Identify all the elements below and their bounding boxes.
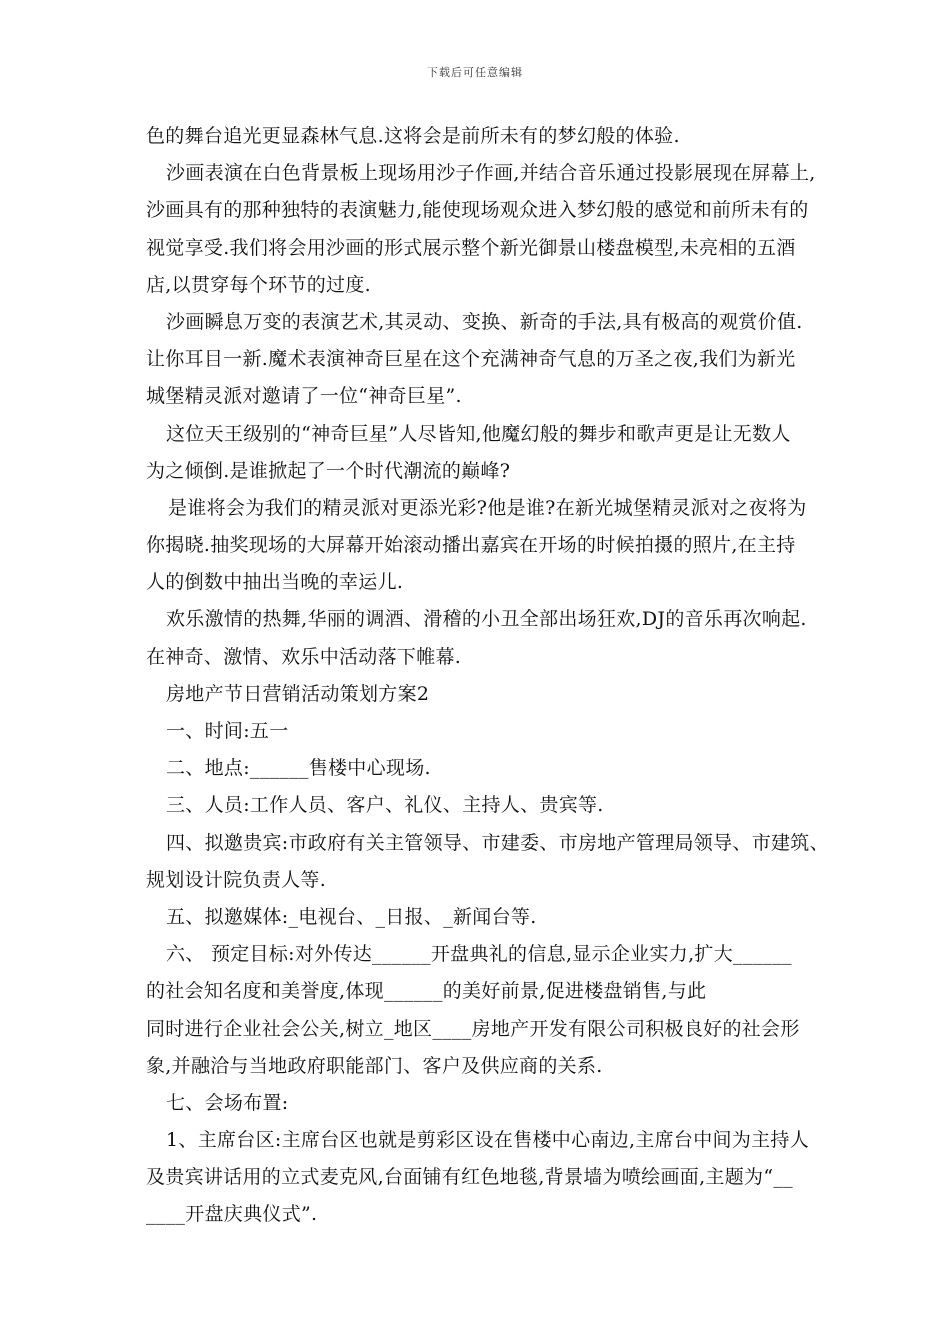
text-line: 沙画表演在白色背景板上现场用沙子作画,并结合音乐通过投影展现在屏幕上, <box>166 162 816 185</box>
text-line: 欢乐激情的热舞,华丽的调酒、滑稽的小丑全部出场狂欢,DJ的音乐再次响起. <box>166 608 807 631</box>
text-line: 视觉享受.我们将会用沙画的形式展示整个新光御景山楼盘模型,未亮相的五酒 <box>146 236 796 259</box>
text-line: 你揭晓.抽奖现场的大屏幕开始滚动播出嘉宾在开场的时候拍摄的照片,在主持 <box>146 534 796 557</box>
text-line: 沙画具有的那种独特的表演魅力,能使现场观众进入梦幻般的感觉和前所未有的 <box>146 199 809 222</box>
text-line: ____开盘庆典仪式”. <box>146 1203 318 1226</box>
text-line: 的社会知名度和美誉度,体现______的美好前景,促进楼盘销售,与此 <box>146 980 707 1003</box>
text-line: 是谁将会为我们的精灵派对更添光彩?他是谁?在新光城堡精灵派对之夜将为 <box>168 496 807 519</box>
text-line: 三、人员:工作人员、客户、礼仪、主持人、贵宾等. <box>166 794 604 817</box>
text-line: 沙画瞬息万变的表演艺术,其灵动、变换、新奇的手法,具有极高的观赏价值. <box>166 310 803 333</box>
text-line: 六、 预定目标:对外传达______开盘典礼的信息,显示企业实力,扩大______ <box>166 943 792 966</box>
text-line: 人的倒数中抽出当晚的幸运儿. <box>146 571 404 594</box>
section-title: 房地产节日营销活动策划方案2 <box>166 682 430 705</box>
text-line: 一、时间:五一 <box>166 720 289 742</box>
text-line: 五、拟邀媒体:_电视台、_日报、_新闻台等. <box>166 905 537 928</box>
text-line: 象,并融洽与当地政府职能部门、客户及供应商的关系. <box>146 1054 603 1077</box>
text-line: 七、会场布置: <box>166 1091 289 1114</box>
text-line: 城堡精灵派对邀请了一位“神奇巨星”. <box>146 385 462 408</box>
text-line: 让你耳目一新.魔术表演神奇巨星在这个充满神奇气息的万圣之夜,我们为新光 <box>146 348 796 371</box>
document-body <box>146 118 829 1234</box>
text-line: 为之倾倒.是谁掀起了一个时代潮流的巅峰? <box>146 459 511 482</box>
text-line: 及贵宾讲话用的立式麦克风,台面铺有红色地毯,背景墙为喷绘画面,主题为“__ <box>146 1166 793 1189</box>
text-line: 四、拟邀贵宾:市政府有关主管领导、市建委、市房地产管理局领导、市建筑、 <box>166 831 829 854</box>
page-header: 下载后可任意编辑 <box>427 66 523 79</box>
text-line: 二、地点:______售楼中心现场. <box>166 757 431 780</box>
text-line: 色的舞台追光更显森林气息.这将会是前所未有的梦幻般的体验. <box>146 125 680 147</box>
text-line: 店,以贯穿每个环节的过度. <box>146 273 371 296</box>
text-line: 这位天王级别的“神奇巨星”人尽皆知,他魔幻般的舞步和歌声更是让无数人 <box>166 422 791 445</box>
text-line: 规划设计院负责人等. <box>146 868 327 891</box>
text-line: 在神奇、激情、欢乐中活动落下帷幕. <box>146 645 462 668</box>
text-line: 同时进行企业社会公关,树立_地区____房地产开发有限公司积极良好的社会形 <box>146 1017 800 1040</box>
text-line: 1、主席台区:主席台区也就是剪彩区设在售楼中心南边,主席台中间为主持人 <box>166 1129 810 1152</box>
